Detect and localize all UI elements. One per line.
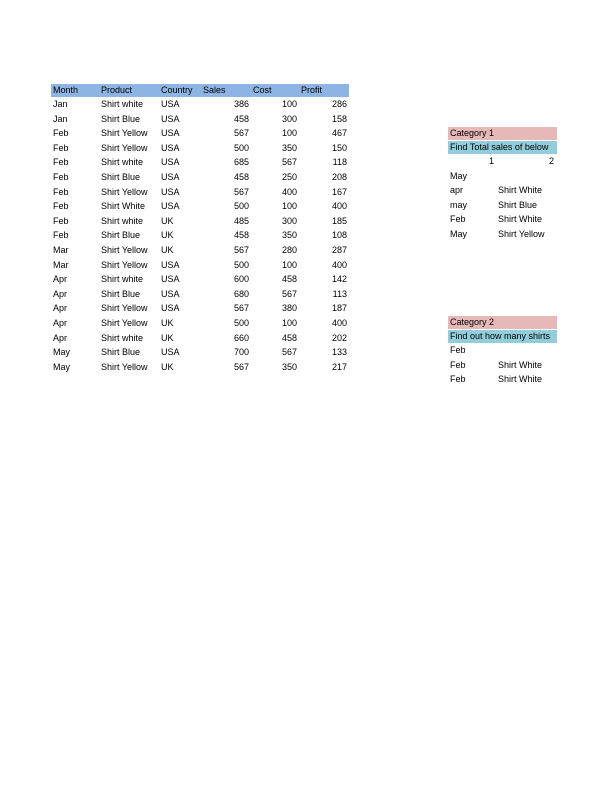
- category-1-question[interactable]: Find Total sales of below: [448, 141, 557, 154]
- cell-country[interactable]: USA: [161, 171, 180, 182]
- table-row: [51, 126, 349, 141]
- table-row: [51, 170, 349, 185]
- cell-month[interactable]: Feb: [53, 171, 69, 182]
- sales-table: [51, 84, 349, 374]
- cell-country[interactable]: USA: [161, 201, 180, 212]
- cell-product[interactable]: Shirt Yellow: [101, 259, 148, 270]
- cell-country[interactable]: USA: [161, 99, 180, 109]
- cell-product[interactable]: Shirt white: [101, 99, 144, 109]
- cell-profit[interactable]: 287: [331, 244, 347, 255]
- cell-cost[interactable]: 300: [281, 113, 297, 124]
- cell-month[interactable]: Feb: [53, 230, 69, 241]
- cell-profit[interactable]: 167: [331, 186, 347, 197]
- category-1-title[interactable]: Category 1: [448, 127, 557, 140]
- cell-product[interactable]: Shirt Yellow: [101, 142, 148, 153]
- category-2-rows: [448, 343, 557, 387]
- cell-country[interactable]: USA: [161, 186, 180, 197]
- category2-row: [448, 343, 557, 358]
- cell-profit[interactable]: 217: [331, 361, 347, 372]
- cell-month[interactable]: Feb: [53, 215, 69, 226]
- cell-product[interactable]: Shirt White: [101, 201, 146, 212]
- table-row: [51, 97, 349, 112]
- cell-sales[interactable]: 458: [233, 230, 249, 241]
- cell-sales[interactable]: 500: [233, 317, 249, 328]
- cell-cost[interactable]: 280: [281, 244, 297, 255]
- cell-cost[interactable]: 400: [281, 186, 297, 197]
- cell-cost[interactable]: 458: [281, 274, 297, 285]
- table-row: [51, 214, 349, 229]
- cell-profit[interactable]: 118: [332, 157, 347, 168]
- header-profit[interactable]: Profit: [301, 85, 323, 95]
- cell-product[interactable]: Shirt Yellow: [101, 361, 148, 372]
- category1-cell-product[interactable]: Shirt Blue: [498, 199, 538, 210]
- column-number-2[interactable]: 2: [548, 156, 554, 166]
- table-row: [51, 112, 349, 127]
- cell-month[interactable]: Feb: [53, 201, 69, 212]
- cell-country[interactable]: USA: [161, 157, 180, 168]
- table-row: [51, 155, 349, 170]
- cell-sales[interactable]: 567: [233, 361, 249, 372]
- header-month[interactable]: Month: [53, 85, 79, 95]
- cell-month[interactable]: Feb: [53, 186, 69, 197]
- cell-product[interactable]: Shirt white: [101, 274, 144, 285]
- category-1-panel: [448, 127, 557, 242]
- cell-country[interactable]: USA: [161, 113, 180, 124]
- cell-sales[interactable]: 500: [233, 259, 249, 270]
- cell-product[interactable]: Shirt Blue: [101, 171, 141, 182]
- table-body: [51, 97, 349, 374]
- cell-country[interactable]: USA: [161, 259, 180, 270]
- cell-country[interactable]: USA: [161, 347, 180, 358]
- category-1-rows: [448, 169, 557, 242]
- cell-month[interactable]: Feb: [53, 142, 69, 153]
- cell-product[interactable]: Shirt Blue: [101, 288, 141, 299]
- header-sales[interactable]: Sales: [203, 85, 226, 95]
- cell-month[interactable]: Apr: [53, 317, 68, 328]
- cell-sales[interactable]: 567: [233, 128, 249, 139]
- cell-sales[interactable]: 660: [233, 332, 249, 343]
- table-row: [51, 316, 349, 331]
- cell-month[interactable]: Apr: [53, 303, 68, 314]
- cell-country[interactable]: USA: [161, 142, 180, 153]
- category1-row: [448, 169, 557, 184]
- cell-product[interactable]: Shirt white: [101, 215, 144, 226]
- cell-month[interactable]: Jan: [53, 99, 68, 109]
- table-row: [51, 287, 349, 302]
- cell-sales[interactable]: 567: [233, 244, 249, 255]
- cell-product[interactable]: Shirt Blue: [101, 113, 141, 124]
- cell-cost[interactable]: 567: [281, 347, 297, 358]
- cell-cost[interactable]: 350: [281, 230, 297, 241]
- cell-month[interactable]: Mar: [53, 244, 69, 255]
- cell-product[interactable]: Shirt Yellow: [101, 244, 148, 255]
- cell-sales[interactable]: 386: [233, 99, 249, 109]
- category-1-number-row: [448, 154, 557, 169]
- cell-profit[interactable]: 400: [331, 259, 347, 270]
- cell-profit[interactable]: 158: [331, 113, 347, 124]
- cell-profit[interactable]: 133: [331, 347, 347, 358]
- category1-cell-month[interactable]: Feb: [450, 214, 466, 225]
- cell-month[interactable]: Jan: [53, 113, 68, 124]
- cell-cost[interactable]: 567: [281, 157, 297, 168]
- cell-sales[interactable]: 680: [233, 288, 249, 299]
- cell-product[interactable]: Shirt Yellow: [101, 186, 148, 197]
- cell-country[interactable]: UK: [161, 332, 174, 343]
- cell-sales[interactable]: 485: [233, 215, 249, 226]
- cell-month[interactable]: Apr: [53, 274, 68, 285]
- cell-month[interactable]: Mar: [53, 259, 69, 270]
- cell-sales[interactable]: 458: [233, 113, 249, 124]
- cell-cost[interactable]: 100: [281, 317, 297, 328]
- table-row: [51, 301, 349, 316]
- cell-country[interactable]: USA: [161, 303, 180, 314]
- category2-cell-month[interactable]: Feb: [450, 374, 466, 385]
- header-cost[interactable]: Cost: [253, 85, 272, 95]
- cell-profit[interactable]: 185: [331, 215, 347, 226]
- cell-month[interactable]: May: [53, 347, 71, 358]
- cell-cost[interactable]: 567: [281, 288, 297, 299]
- cell-cost[interactable]: 458: [281, 332, 297, 343]
- column-number-1[interactable]: 1: [488, 156, 494, 166]
- category2-row: [448, 372, 557, 387]
- cell-country[interactable]: USA: [161, 128, 180, 139]
- cell-month[interactable]: Feb: [53, 157, 69, 168]
- header-country[interactable]: Country: [161, 85, 193, 95]
- table-row: [51, 199, 349, 214]
- cell-sales[interactable]: 500: [233, 142, 249, 153]
- category-2-question[interactable]: Find out how many shirts: [448, 330, 557, 343]
- cell-product[interactable]: Shirt Blue: [101, 230, 141, 241]
- category2-cell-product[interactable]: Shirt White: [498, 374, 543, 385]
- category2-cell-product[interactable]: Shirt White: [498, 359, 543, 370]
- category1-cell-month[interactable]: apr: [450, 185, 464, 196]
- category1-cell-month[interactable]: May: [450, 170, 468, 181]
- category1-cell-month[interactable]: may: [450, 199, 468, 210]
- cell-cost[interactable]: 350: [281, 361, 297, 372]
- table-row: [51, 243, 349, 258]
- category1-row: [448, 183, 557, 198]
- cell-product[interactable]: Shirt white: [101, 332, 144, 343]
- cell-product[interactable]: Shirt Yellow: [101, 128, 148, 139]
- table-row: [51, 272, 349, 287]
- category-2-panel: [448, 316, 557, 387]
- cell-profit[interactable]: 208: [331, 171, 347, 182]
- category1-cell-month[interactable]: May: [450, 228, 468, 239]
- cell-profit[interactable]: 400: [331, 201, 347, 212]
- cell-cost[interactable]: 100: [281, 128, 297, 139]
- cell-cost[interactable]: 100: [281, 201, 297, 212]
- cell-sales[interactable]: 567: [233, 303, 249, 314]
- cell-sales[interactable]: 700: [233, 347, 249, 358]
- table-header-row: [51, 84, 349, 97]
- cell-sales[interactable]: 567: [233, 186, 249, 197]
- cell-product[interactable]: Shirt Blue: [101, 347, 141, 358]
- cell-profit[interactable]: 142: [331, 274, 347, 285]
- cell-country[interactable]: UK: [161, 244, 174, 255]
- cell-cost[interactable]: 350: [281, 142, 297, 153]
- table-row: [51, 258, 349, 273]
- cell-country[interactable]: USA: [161, 288, 180, 299]
- table-row: [51, 331, 349, 346]
- cell-product[interactable]: Shirt white: [101, 157, 144, 168]
- cell-cost[interactable]: 100: [281, 99, 297, 109]
- cell-country[interactable]: UK: [161, 317, 174, 328]
- cell-profit[interactable]: 150: [331, 142, 347, 153]
- cell-profit[interactable]: 113: [332, 288, 347, 299]
- cell-profit[interactable]: 400: [331, 317, 347, 328]
- cell-cost[interactable]: 100: [281, 259, 297, 270]
- category2-cell-month[interactable]: Feb: [450, 345, 466, 355]
- cell-month[interactable]: Apr: [53, 332, 68, 343]
- cell-sales[interactable]: 458: [233, 171, 249, 182]
- category1-cell-product[interactable]: Shirt White: [498, 214, 543, 225]
- cell-country[interactable]: UK: [161, 215, 174, 226]
- cell-cost[interactable]: 300: [281, 215, 297, 226]
- cell-cost[interactable]: 250: [281, 171, 297, 182]
- table-row: [51, 228, 349, 243]
- cell-profit[interactable]: 187: [331, 303, 347, 314]
- category2-row: [448, 358, 557, 373]
- table-row: [51, 185, 349, 200]
- cell-sales[interactable]: 685: [233, 157, 249, 168]
- category1-row: [448, 227, 557, 242]
- cell-sales[interactable]: 600: [233, 274, 249, 285]
- category1-cell-product[interactable]: Shirt White: [498, 185, 543, 196]
- category2-cell-month[interactable]: Feb: [450, 359, 466, 370]
- header-product[interactable]: Product: [101, 85, 133, 95]
- cell-month[interactable]: May: [53, 361, 71, 372]
- cell-cost[interactable]: 380: [281, 303, 297, 314]
- cell-profit[interactable]: 467: [331, 128, 347, 139]
- cell-profit[interactable]: 286: [331, 99, 347, 109]
- cell-month[interactable]: Apr: [53, 288, 68, 299]
- table-row: [51, 141, 349, 156]
- cell-sales[interactable]: 500: [233, 201, 249, 212]
- category-2-title[interactable]: Category 2: [448, 316, 557, 329]
- cell-profit[interactable]: 108: [331, 230, 347, 241]
- category1-cell-product[interactable]: Shirt Yellow: [498, 228, 545, 239]
- cell-product[interactable]: Shirt Yellow: [101, 317, 148, 328]
- cell-country[interactable]: USA: [161, 274, 180, 285]
- cell-product[interactable]: Shirt Yellow: [101, 303, 148, 314]
- cell-month[interactable]: Feb: [53, 128, 69, 139]
- table-row: [51, 345, 349, 360]
- cell-country[interactable]: UK: [161, 230, 174, 241]
- cell-country[interactable]: UK: [161, 361, 174, 372]
- category1-row: [448, 198, 557, 213]
- cell-profit[interactable]: 202: [331, 332, 347, 343]
- table-row: [51, 360, 349, 375]
- category1-row: [448, 212, 557, 227]
